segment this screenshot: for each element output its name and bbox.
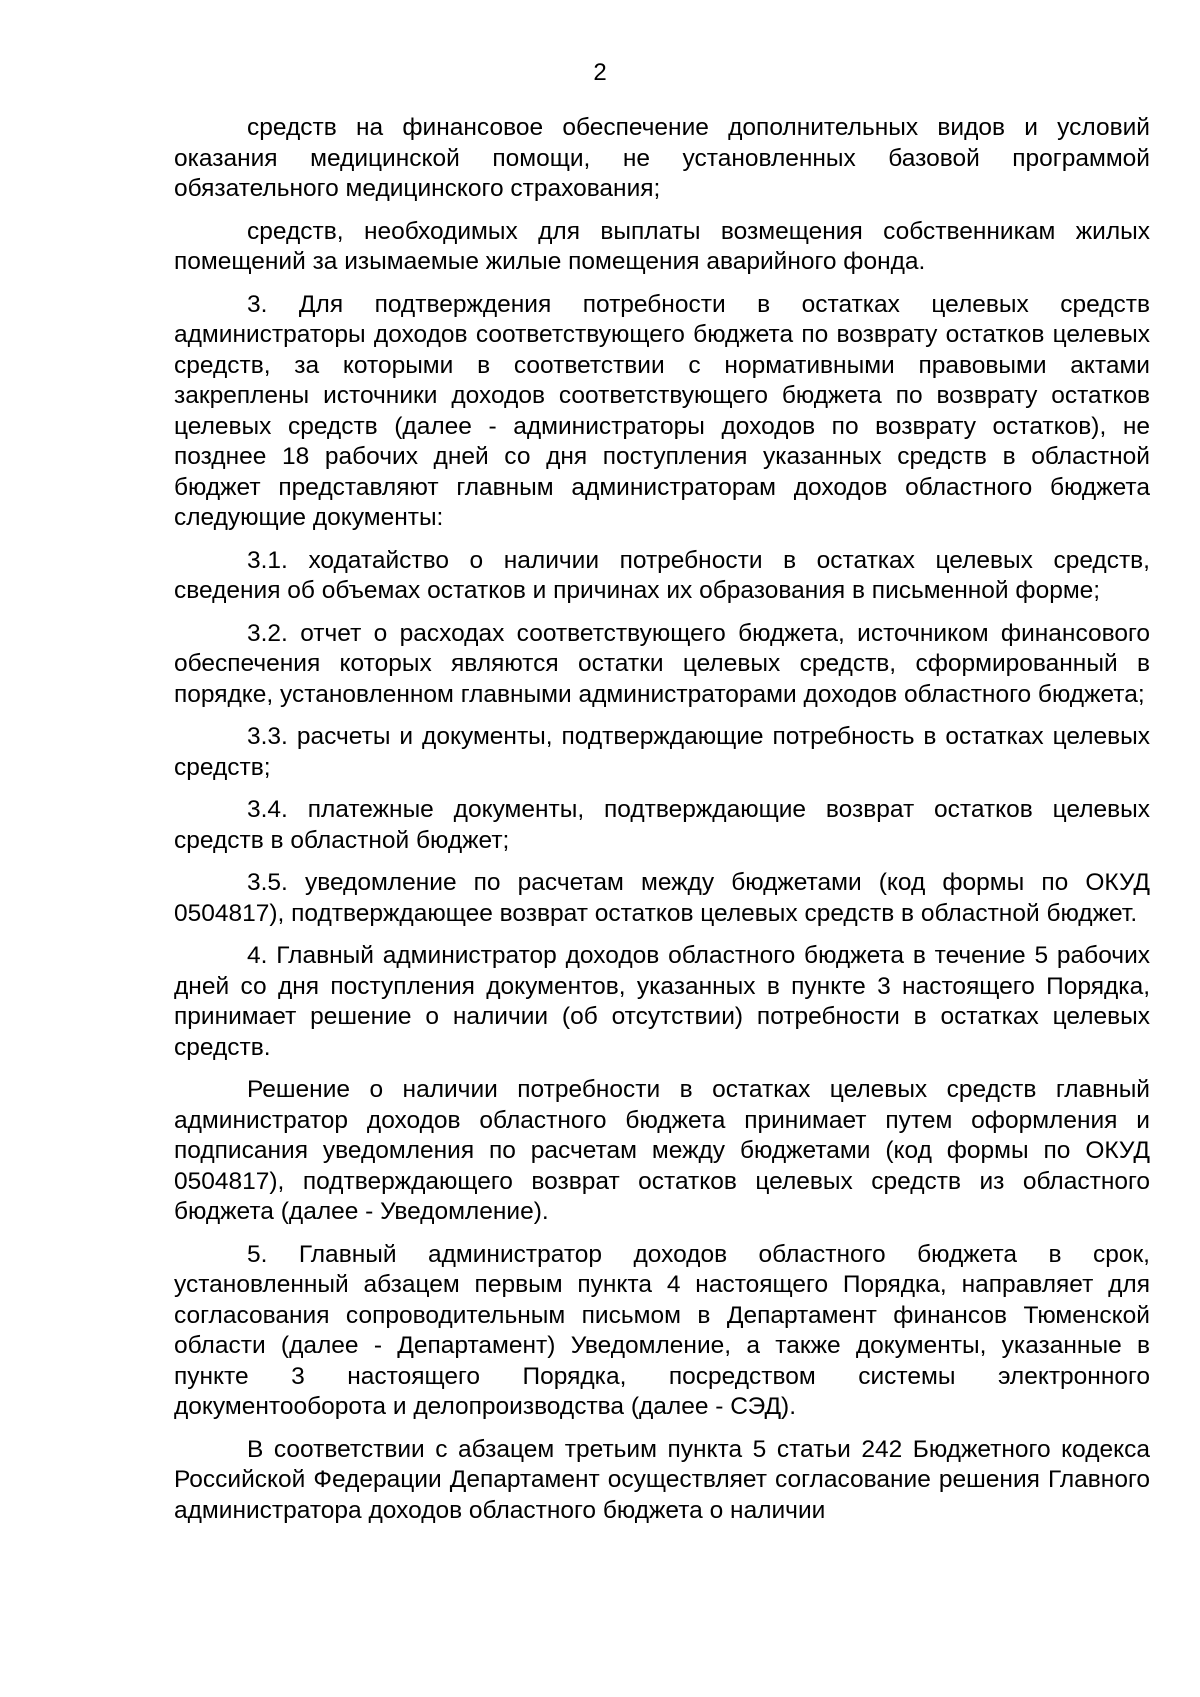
document-body [174, 113, 1150, 1538]
paragraph-item-3-3: 3.3. расчеты и документы, подтверждающие потребность в остатках целевых средств; [174, 723, 1150, 781]
paragraph-item-3-1: 3.1. ходатайство о наличии потребности в остатках целевых средств, сведения об объемах остатков и причинах их образования в письменной форме; [174, 546, 1150, 604]
paragraph-budget-code-reference: В соответствии с абзацем третьим пункта 5 статьи 242 Бюджетного кодекса Российской Федерации Департамент осуществляет согласование решения Главного администратора доходов областного бюджета о наличии [174, 1435, 1150, 1524]
paragraph-decision-notice: Решение о наличии потребности в остатках целевых средств главный администратор доходов областного бюджета принимает путем оформления и подписания уведомления по расчетам между бюджетами (код формы по ОКУД 0504817), подтверждающего возврат остатков целевых средств из областного бюджета (далее - Уведомление). [174, 1076, 1150, 1225]
paragraph-medical-insurance-funds: средств на финансовое обеспечение дополнительных видов и условий оказания медицинской помощи, не установленных базовой программой обязательного медицинского страхования; [174, 114, 1150, 202]
paragraph-section-3: 3. Для подтверждения потребности в остатках целевых средств администраторы доходов соответствующего бюджета по возврату остатков целевых средств, за которыми в соответствии с нормативными правовыми актами закреплены источники доходов соответствующего бюджета по возврату остатков целевых средств (далее - администраторы доходов по возврату остатков), не позднее 18 рабочих дней со дня поступления указанных средств в областной бюджет представляют главным администраторам доходов областного бюджета следующие документы: [174, 290, 1150, 531]
paragraph-item-3-5: 3.5. уведомление по расчетам между бюджетами (код формы по ОКУД 0504817), подтверждающее возврат остатков целевых средств в областной бюджет. [174, 869, 1150, 927]
paragraph-item-3-4: 3.4. платежные документы, подтверждающие возврат остатков целевых средств в областной бюджет; [174, 796, 1150, 854]
paragraph-section-5: 5. Главный администратор доходов областного бюджета в срок, установленный абзацем первым пункта 4 настоящего Порядка, направляет для согласования сопроводительным письмом в Департамент финансов Тюменской области (далее - Департамент) Уведомление, а также документы, указанные в пункте 3 настоящего Порядка, посредством системы электронного документооборота и делопроизводства (далее - СЭД). [174, 1240, 1150, 1420]
paragraph-item-3-2: 3.2. отчет о расходах соответствующего бюджета, источником финансового обеспечения которых являются остатки целевых средств, сформированный в порядке, установленном главными администраторами доходов областного бюджета; [174, 619, 1150, 708]
paragraph-housing-compensation: средств, необходимых для выплаты возмещения собственникам жилых помещений за изымаемые жилые помещения аварийного фонда. [174, 217, 1150, 275]
page-number: 2 [593, 59, 607, 86]
paragraph-section-4: 4. Главный администратор доходов областного бюджета в течение 5 рабочих дней со дня поступления документов, указанных в пункте 3 настоящего Порядка, принимает решение о наличии (об отсутствии) потребности в остатках целевых средств. [174, 942, 1150, 1061]
